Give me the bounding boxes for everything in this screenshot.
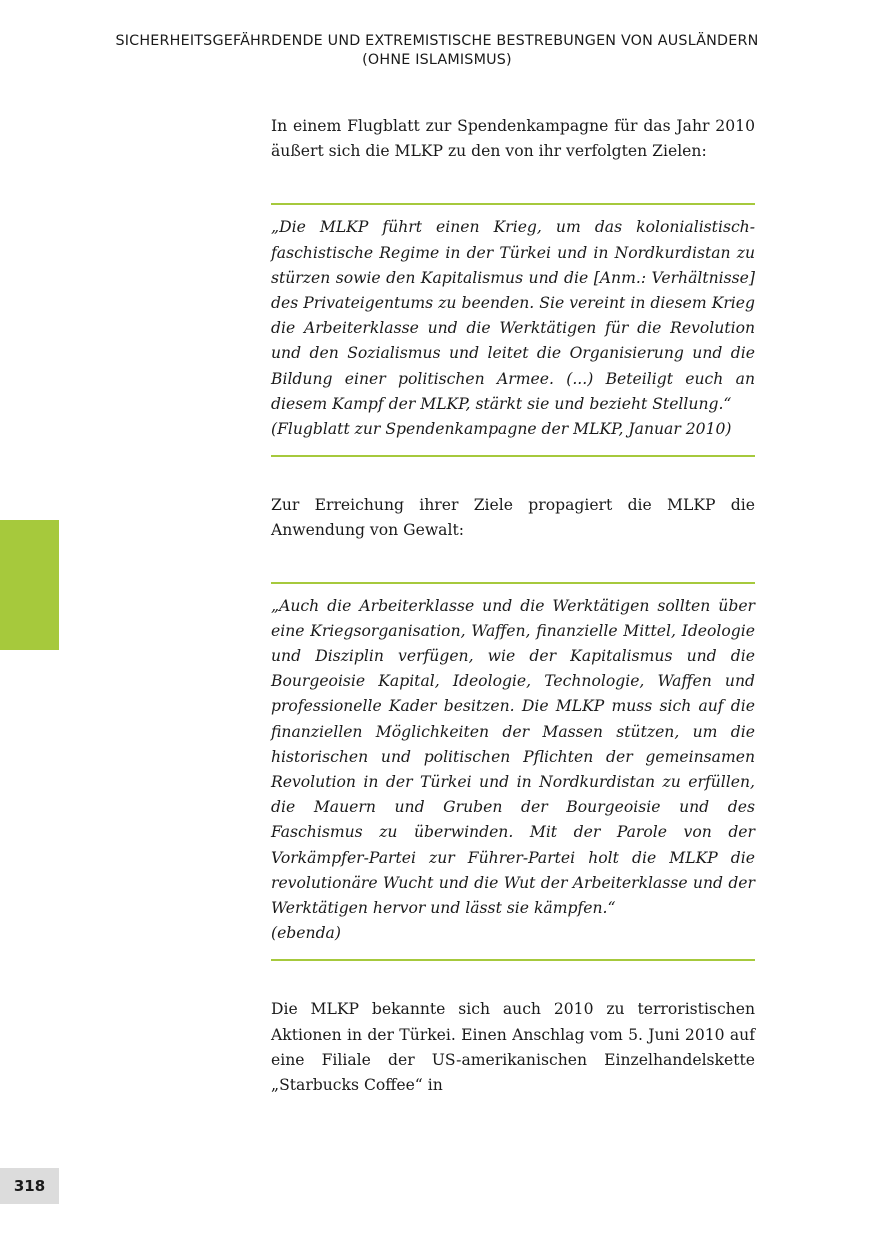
middle-paragraph: Zur Erreichung ihrer Ziele propagiert die MLKP die Anwendung von Gewalt: xyxy=(271,496,755,540)
intro-paragraph: In einem Flugblatt zur Spendenkampagne für das Jahr 2010 äußert sich die MLKP zu den von ihr verfolgten Zielen: xyxy=(271,117,755,161)
quote-block-1 xyxy=(271,203,755,457)
main-text-column xyxy=(271,114,755,1098)
running-header xyxy=(40,32,834,70)
page-number: 318 xyxy=(13,1177,46,1195)
quote-2-source: (ebenda) xyxy=(271,924,341,943)
chapter-side-tab xyxy=(0,520,59,650)
quote-1-source: (Flugblatt zur Spendenkampagne der MLKP, Januar 2010) xyxy=(271,420,732,439)
quote-2-text: „Auch die Arbeiterklasse und die Werktätigen sollten über eine Kriegsorganisation, Waffen, finanzielle Mittel, Ideologie und Disziplin verfügen, wie der Kapitalismus und die Bourgeoisie Kapital, Ideologie, Technologie, Waffen und professionelle Kader besitzen. Die MLKP muss sich auf die finanziellen Möglichkeiten der Massen stützen, um die historischen und politischen Pflichten der gemeinsamen Revolution in der Türkei und in Nordkurdistan zu erfüllen, die Mauern und Gruben der Bourgeoisie und des Faschismus zu überwinden. Mit der Parole von der Vorkämpfer-Partei zur Führer-Partei holt die MLKP die revolutionäre Wucht und die Wut der Arbeiterklasse und der Werktätigen hervor und lässt sie kämpfen.“ xyxy=(271,596,755,918)
running-header-line-2: (OHNE ISLAMISMUS) xyxy=(362,52,512,68)
closing-paragraph: Die MLKP bekannte sich auch 2010 zu terroristischen Aktionen in der Türkei. Einen Anschlag vom 5. Juni 2010 auf eine Filiale der US-amerikanischen Einzelhandelskette „Starbucks Coffee“ in xyxy=(271,1000,755,1095)
quote-1-text: „Die MLKP führt einen Krieg, um das kolonialistisch-faschistische Regime in der Türkei und in Nordkurdistan zu stürzen sowie den Kapitalismus und die [Anm.: Verhältnisse] des Privateigentums zu beenden. Sie vereint in diesem Krieg die Arbeiterklasse und die Werktätigen für die Revolution und den Sozialismus und leitet die Organisierung und die Bildung einer politischen Armee. (...) Beteiligt euch an diesem Kampf der MLKP, stärkt sie und bezieht Stellung.“ xyxy=(271,218,755,413)
running-header-line-1: SICHERHEITSGEFÄHRDENDE UND EXTREMISTISCHE BESTREBUNGEN VON AUSLÄNDERN xyxy=(115,33,759,49)
quote-block-2 xyxy=(271,582,755,962)
page-number-box xyxy=(0,1168,59,1204)
